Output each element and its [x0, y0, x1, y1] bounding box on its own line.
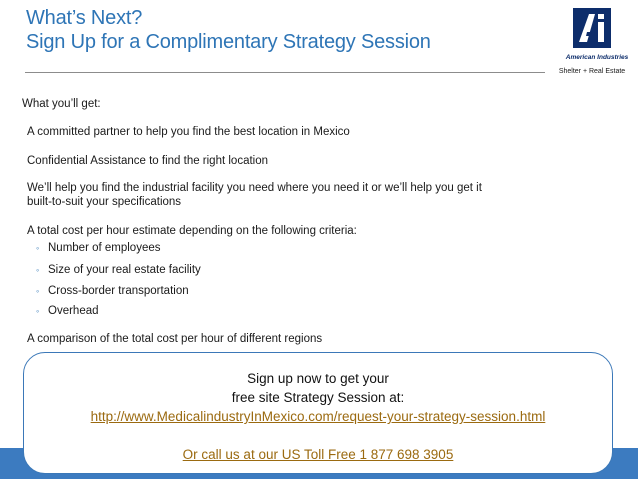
bullet-icon: ◦ — [36, 265, 40, 275]
company-logo — [558, 8, 633, 88]
page-title — [26, 6, 526, 54]
strategy-session-link[interactable]: http://www.MedicalindustryInMexico.com/request-your-strategy-session.html — [90, 409, 546, 424]
lead-text: What you’ll get: — [22, 98, 101, 110]
toll-free-phone-link[interactable]: Or call us at our US Toll Free 1 877 698 3905 — [182, 447, 454, 462]
criteria-item — [36, 305, 99, 317]
list-item: Confidential Assistance to find the right location — [27, 155, 269, 167]
callout-line-1: Sign up now to get your — [247, 371, 389, 386]
callout-line-2: free site Strategy Session at: — [231, 390, 405, 405]
list-item: A committed partner to help you find the best location in Mexico — [27, 126, 350, 138]
list-item: We’ll help you find the industrial facility you need where you need it or we’ll help you get it — [27, 182, 482, 194]
title-divider — [25, 72, 545, 73]
criteria-item — [36, 285, 189, 297]
bullet-icon: ◦ — [36, 243, 40, 253]
list-item: A total cost per hour estimate depending on the following criteria: — [27, 225, 357, 237]
list-item: A comparison of the total cost per hour of different regions — [27, 333, 323, 345]
title-line-1: What’s Next? — [26, 7, 143, 29]
criteria-label: Size of your real estate facility — [48, 264, 201, 276]
criteria-item — [36, 242, 161, 254]
logo-company-name: American Industries — [565, 54, 629, 61]
criteria-label: Number of employees — [48, 242, 161, 254]
criteria-item — [36, 264, 201, 276]
title-line-2: Sign Up for a Complimentary Strategy Session — [26, 31, 431, 53]
logo-tagline: Shelter + Real Estate — [558, 68, 626, 75]
list-item: built-to-suit your specifications — [27, 196, 182, 208]
bullet-icon: ◦ — [36, 306, 40, 316]
criteria-label: Overhead — [48, 305, 99, 317]
signup-callout — [23, 352, 613, 474]
bullet-icon: ◦ — [36, 286, 40, 296]
ai-logo-icon — [573, 8, 611, 48]
criteria-label: Cross-border transportation — [48, 285, 189, 297]
callout-phone-row — [24, 447, 612, 462]
callout-url-row — [24, 409, 612, 424]
